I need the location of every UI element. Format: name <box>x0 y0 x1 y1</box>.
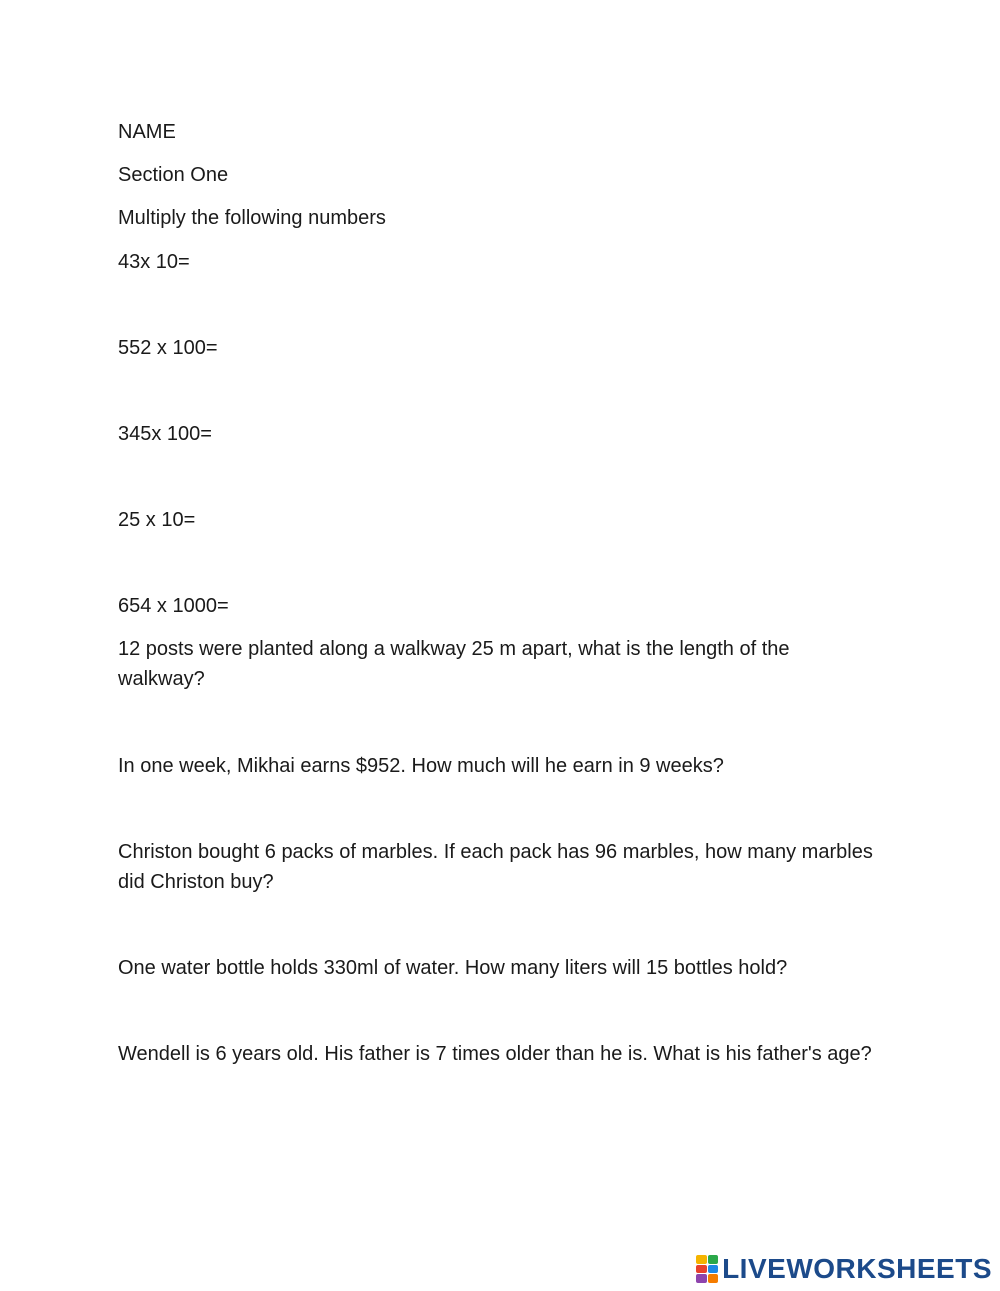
word-problem-4: One water bottle holds 330ml of water. How many liters will 15 bottles hold? <box>118 957 788 979</box>
section-title: Section One <box>118 164 229 186</box>
liveworksheets-logo <box>696 1253 992 1285</box>
problem-1: 43x 10= <box>118 251 190 273</box>
word-problem-5: Wendell is 6 years old. His father is 7 times older than he is. What is his father's age? <box>118 1043 872 1065</box>
word-problem-2: In one week, Mikhai earns $952. How much will he earn in 9 weeks? <box>118 755 724 777</box>
logo-text: LIVEWORKSHEETS <box>722 1253 992 1284</box>
instruction-text: Multiply the following numbers <box>118 207 386 229</box>
problem-3: 345x 100= <box>118 423 212 445</box>
problem-5: 654 x 1000= <box>118 595 229 617</box>
word-problem-1: 12 posts were planted along a walkway 25 m apart, what is the length of the walkway? <box>118 638 796 690</box>
problem-4: 25 x 10= <box>118 509 196 531</box>
problem-2: 552 x 100= <box>118 337 218 359</box>
word-problem-3: Christon bought 6 packs of marbles. If each pack has 96 marbles, how many marbles did Christon buy? <box>118 841 879 893</box>
liveworksheets-logo-icon <box>696 1255 718 1283</box>
name-label: NAME <box>118 121 176 143</box>
